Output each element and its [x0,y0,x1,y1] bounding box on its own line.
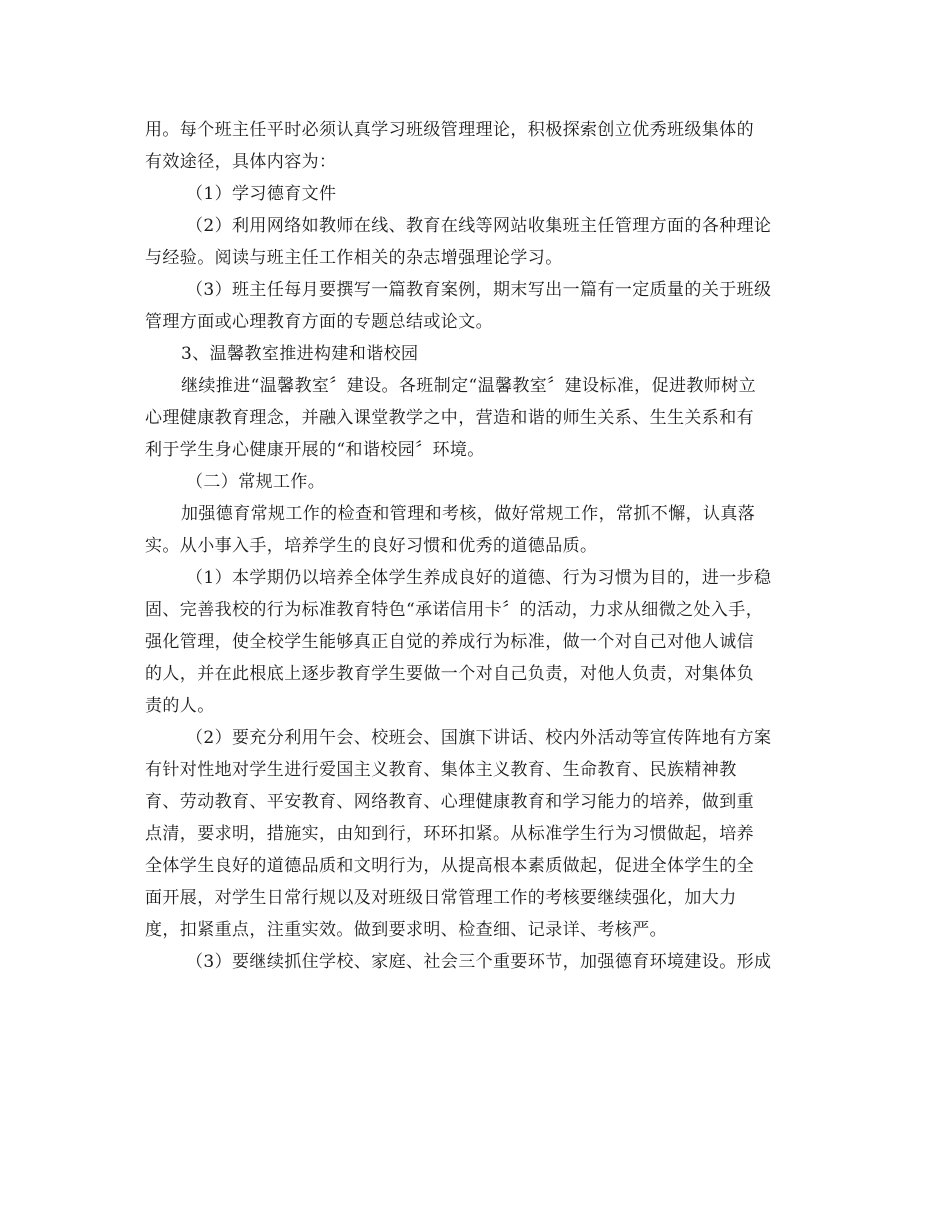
text-line: 面开展，对学生日常行规以及对班级日常管理工作的考核要继续强化，加大力 [145,888,737,908]
text-line: （2）利用网络如教师在线、教育在线等网站收集班主任管理方面的各种理论 [186,216,772,236]
text-line: 度，扣紧重点，注重实效。做到要求明、检查细、记录详、考核严。 [145,920,667,940]
text-line: 责的人。 [145,696,215,716]
text-line: 心理健康教育理念，并融入课堂教学之中，营造和谐的师生关系、生生关系和有 [145,408,754,428]
text-line: （2）要充分利用午会、校班会、国旗下讲话、校内外活动等宣传阵地有方案 [186,728,772,748]
text-line: 利于学生身心健康开展的“和谐校园〞环境。 [145,440,485,460]
text-line: （3）班主任每月要撰写一篇教育案例，期末写出一篇有一定质量的关于班级 [186,280,772,300]
text-line: 与经验。阅读与班主任工作相关的杂志增强理论学习。 [145,248,563,268]
text-line: 用。每个班主任平时必须认真学习班级管理理论，积极探索创立优秀班级集体的 [145,120,754,140]
text-line: 固、完善我校的行为标准教育特色“承诺信用卡〞的活动，力求从细微之处入手， [145,600,764,620]
text-line: 的人，并在此根底上逐步教育学生要做一个对自己负责，对他人负责，对集体负 [145,664,754,684]
text-line: （1）本学期仍以培养全体学生养成良好的道德、行为习惯为目的，进一步稳 [186,568,772,588]
text-line: 继续推进“温馨教室〞建设。各班制定“温馨教室〞建设标准，促进教师树立 [181,376,756,396]
text-line: 实。从小事入手，培养学生的良好习惯和优秀的道德品质。 [145,536,598,556]
document-body [145,114,810,978]
text-line: 管理方面或心理教育方面的专题总结或论文。 [145,312,493,332]
list-item-heading: （1）学习德育文件 [186,184,337,204]
text-line: 点清，要求明，措施实，由知到行，环环扣紧。从标准学生行为习惯做起，培养 [145,824,754,844]
section-heading: （二）常规工作。 [186,472,326,492]
text-line: （3）要继续抓住学校、家庭、社会三个重要环节，加强德育环境建设。形成 [186,952,772,972]
text-line: 有针对性地对学生进行爱国主义教育、集体主义教育、生命教育、民族精神教 [145,760,737,780]
text-line: 全体学生良好的道德品质和文明行为，从提高根本素质做起，促进全体学生的全 [145,856,754,876]
text-line: 加强德育常规工作的检查和管理和考核，做好常规工作，常抓不懈，认真落 [181,504,756,524]
text-line: 育、劳动教育、平安教育、网络教育、心理健康教育和学习能力的培养，做到重 [145,792,754,812]
text-line: 强化管理，使全校学生能够真正自觉的养成行为标准，做一个对自己对他人诚信 [145,632,754,652]
section-heading: 3、温馨教室推进构建和谐校园 [181,344,419,364]
text-line: 有效途径，具体内容为： [145,152,337,172]
